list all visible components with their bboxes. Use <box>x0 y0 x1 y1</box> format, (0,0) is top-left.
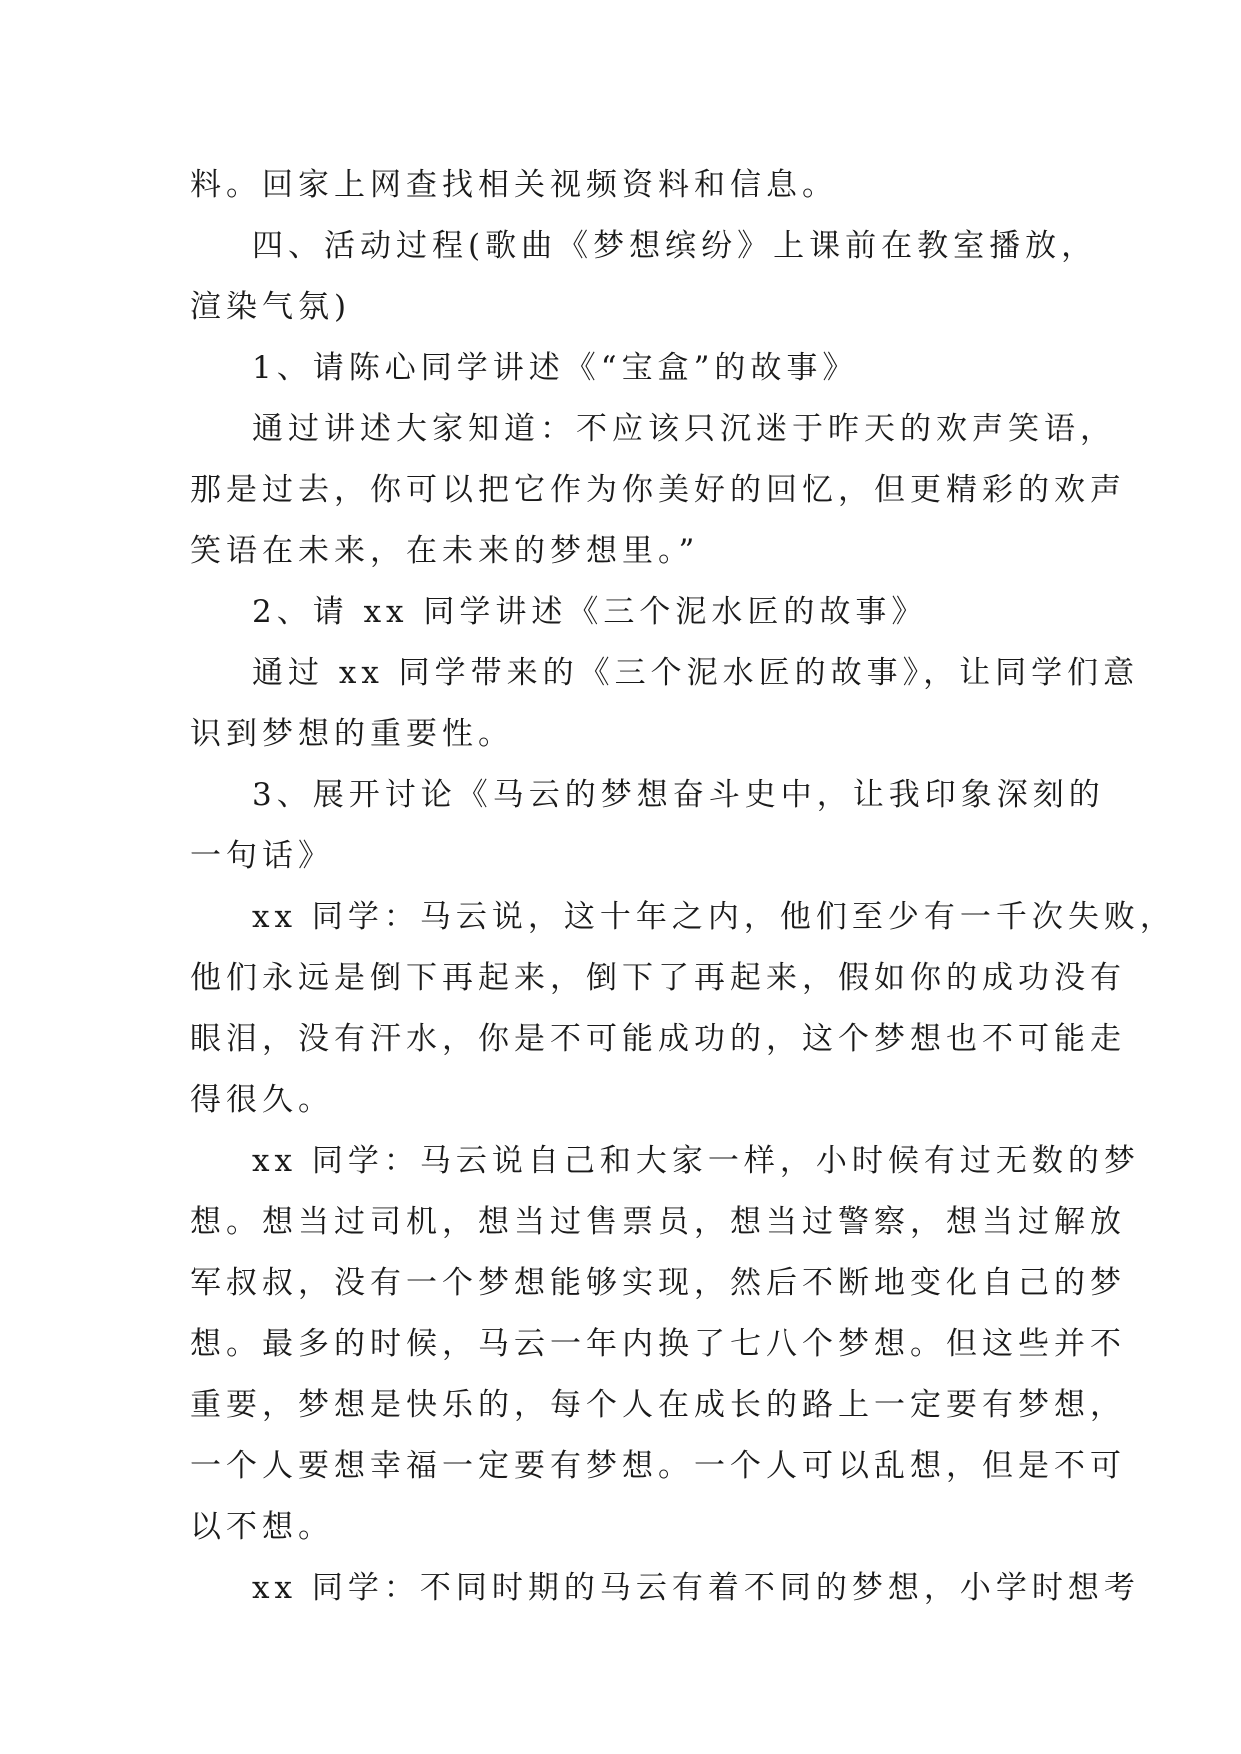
text-line: 渲染气氛) <box>190 289 352 325</box>
text-line: 他们永远是倒下再起来，倒下了再起来，假如你的成功没有 <box>190 960 1126 996</box>
text-line: xx 同学：马云说自己和大家一样，小时候有过无数的梦 <box>252 1143 1140 1179</box>
text-line: 1、请陈心同学讲述《“宝盒”的故事》 <box>252 350 859 386</box>
text-line: 想。想当过司机，想当过售票员，想当过警察，想当过解放 <box>190 1204 1126 1240</box>
text-line: 笑语在未来，在未来的梦想里。” <box>190 533 700 569</box>
text-line: 四、活动过程(歌曲《梦想缤纷》上课前在教室播放， <box>252 228 1098 264</box>
text-line: 那是过去，你可以把它作为你美好的回忆，但更精彩的欢声 <box>190 472 1126 508</box>
text-line: 通过讲述大家知道：不应该只沉迷于昨天的欢声笑语， <box>252 411 1116 447</box>
text-line: 军叔叔，没有一个梦想能够实现，然后不断地变化自己的梦 <box>190 1265 1126 1301</box>
text-line: 识到梦想的重要性。 <box>190 716 514 752</box>
text-line: 2、请 xx 同学讲述《三个泥水匠的故事》 <box>252 594 928 630</box>
document-body <box>190 155 1176 1619</box>
text-line: 以不想。 <box>190 1509 334 1545</box>
text-line: xx 同学：马云说，这十年之内，他们至少有一千次失败， <box>252 899 1176 935</box>
text-line: xx 同学：不同时期的马云有着不同的梦想，小学时想考 <box>252 1570 1140 1606</box>
text-line: 一句话》 <box>190 838 334 874</box>
text-line: 重要，梦想是快乐的，每个人在成长的路上一定要有梦想， <box>190 1387 1126 1423</box>
text-line: 想。最多的时候，马云一年内换了七八个梦想。但这些并不 <box>190 1326 1126 1362</box>
text-line: 眼泪，没有汗水，你是不可能成功的，这个梦想也不可能走 <box>190 1021 1126 1057</box>
text-line: 通过 xx 同学带来的《三个泥水匠的故事》，让同学们意 <box>252 655 1140 691</box>
text-line: 料。回家上网查找相关视频资料和信息。 <box>190 167 838 203</box>
text-line: 一个人要想幸福一定要有梦想。一个人可以乱想，但是不可 <box>190 1448 1126 1484</box>
text-line: 得很久。 <box>190 1082 334 1118</box>
text-line: 3、展开讨论《马云的梦想奋斗史中，让我印象深刻的 <box>252 777 1105 813</box>
